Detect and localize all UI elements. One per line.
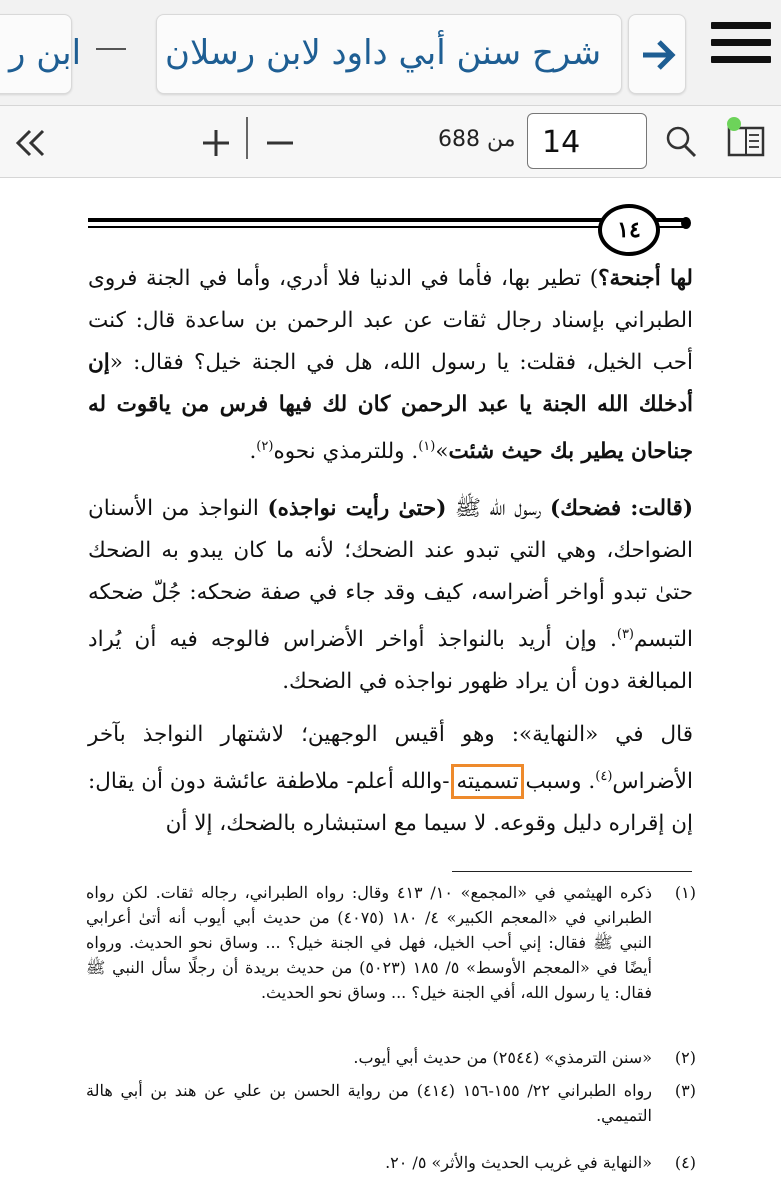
footnote-text: رواه الطبراني ٢٢/ ١٥٥-١٥٦ (٤١٤) من رواية الحسن بن علي عن هند بن أبي هالة التميمي.: [86, 1081, 653, 1125]
text-run: -والله أعلم- ملاطفة عائشة دون أن يقال: إن إقراره دليل وقوعه. لا سيما مع استبشاره بالضحك، إلا أن: [88, 769, 693, 837]
footnote-text: «النهاية في غريب الحديث والأثر» ٥/ ٢٠.: [385, 1153, 652, 1172]
bold-phrase: (حتىٰ رأيت نواجذه): [267, 496, 447, 521]
footnote-number: (٣): [674, 1081, 696, 1100]
bold-phrase: لها أجنحة؟: [598, 266, 693, 291]
footnote-4: [86, 1150, 696, 1175]
zoom-divider: [246, 117, 248, 159]
zoom-in-icon[interactable]: [198, 125, 234, 161]
paragraph-3: [88, 714, 693, 845]
forward-arrow-icon: [629, 15, 687, 95]
paragraph-2: [88, 488, 693, 703]
footnote-number: (٤): [674, 1153, 696, 1172]
footnote-ref[interactable]: (٤): [595, 769, 613, 784]
footnote-1: [86, 880, 696, 1005]
page-number-input[interactable]: 14: [527, 113, 647, 169]
text-run: رسول الله ﷺ: [446, 496, 551, 521]
footnote-ref[interactable]: (٣): [616, 627, 634, 642]
text-run: . وإن أريد بالنواجذ أواخر الأضراس فالوجه فيه أن يُراد المبالغة دون أن يراد ظهور نواجذه في الضحك.: [88, 627, 693, 695]
page-number-badge: ١٤: [598, 204, 660, 256]
paragraph-1: [88, 258, 693, 473]
toc-icon[interactable]: [724, 116, 770, 160]
text-run: قال في «النهاية»: وهو أقيس الوجهين؛ لاشتهار النواجذ بآخر الأضراس: [88, 722, 693, 795]
tab-active[interactable]: [156, 14, 622, 94]
tab-divider: [96, 48, 126, 50]
tab-partial-title: ابن ر: [9, 33, 82, 73]
footnote-3: [86, 1078, 696, 1128]
search-icon[interactable]: [663, 124, 699, 160]
tab-active-title: شرح سنن أبي داود لابن رسلان: [165, 33, 602, 73]
tab-bar: [0, 0, 781, 105]
footnote-number: (١): [674, 883, 696, 902]
footnote-2: [86, 1045, 696, 1070]
page-total-label: من 688: [438, 127, 516, 152]
footnote-number: (٢): [674, 1048, 696, 1067]
text-run: . وللترمذي نحوه: [273, 439, 419, 465]
forward-button[interactable]: [628, 14, 686, 94]
double-chevron-left-icon[interactable]: [10, 123, 50, 163]
text-run: »: [435, 439, 449, 465]
footnote-ref[interactable]: (١): [418, 439, 436, 454]
zoom-out-icon[interactable]: [262, 125, 298, 161]
bold-phrase: (قالت: فضحك): [550, 496, 693, 521]
footnote-text: ذكره الهيثمي في «المجمع» ١٠/ ٤١٣ وقال: رواه الطبراني، رجاله ثقات. لكن رواه الطبراني في «المعجم الكبير» ٤/ ١٨٠ (٤٠٧٥) من حديث أبي أيوب أنه أتىٰ أعرابي النبي ﷺ فقال: إني أحب الخيل، فهل في الجنة خيل؟ ... وساق نحو الحديث. ورواه أيضًا في «المعجم الأوسط» ٥/ ١٨٥ (٥٠٢٣) من حديث بريدة أن رجلًا سأل النبي ﷺ فقال: يا رسول الله، أفي الجنة خيل؟ ... وساق نحو الحديث.: [86, 883, 653, 1002]
footnote-text: «سنن الترمذي» (٢٥٤٤) من حديث أبي أيوب.: [353, 1048, 652, 1067]
header-rule-top: [88, 218, 688, 222]
text-run: . وسبب: [518, 769, 596, 795]
footnote-ref[interactable]: (٢): [256, 439, 274, 454]
text-run: .: [249, 439, 257, 465]
header-rule-end: [681, 217, 691, 229]
bold-phrase: إن أدخلك الله الجنة يا عبد الرحمن كان لك فيها فرس من ياقوت له جناحان يطير بك حيث شئت: [88, 350, 693, 465]
text-run: ) تطير بها، فأما في الدنيا فلا أدري، وأما في الجنة فروى الطبراني بإسناد رجال ثقات عن عبد الرحمن بن ساعدة قال: كنت أحب الخيل، فقلت: يا رسول الله، هل في الجنة خيل؟ فقال: «: [88, 266, 693, 375]
text-run: النواجذ من الأسنان الضواحك، وهي التي تبدو عند الضحك؛ لأنه ما كان يبدو به الضحك حتىٰ تبدو أواخر أضراسه، كيف وقد جاء في صفة ضحكه: جُلّ ضحكه التبسم: [88, 496, 693, 653]
tab-partial[interactable]: [0, 14, 82, 94]
footnote-separator: [452, 871, 692, 872]
notification-dot: [727, 117, 741, 131]
highlighted-word[interactable]: تسميته: [456, 769, 519, 795]
menu-icon[interactable]: [711, 22, 771, 72]
